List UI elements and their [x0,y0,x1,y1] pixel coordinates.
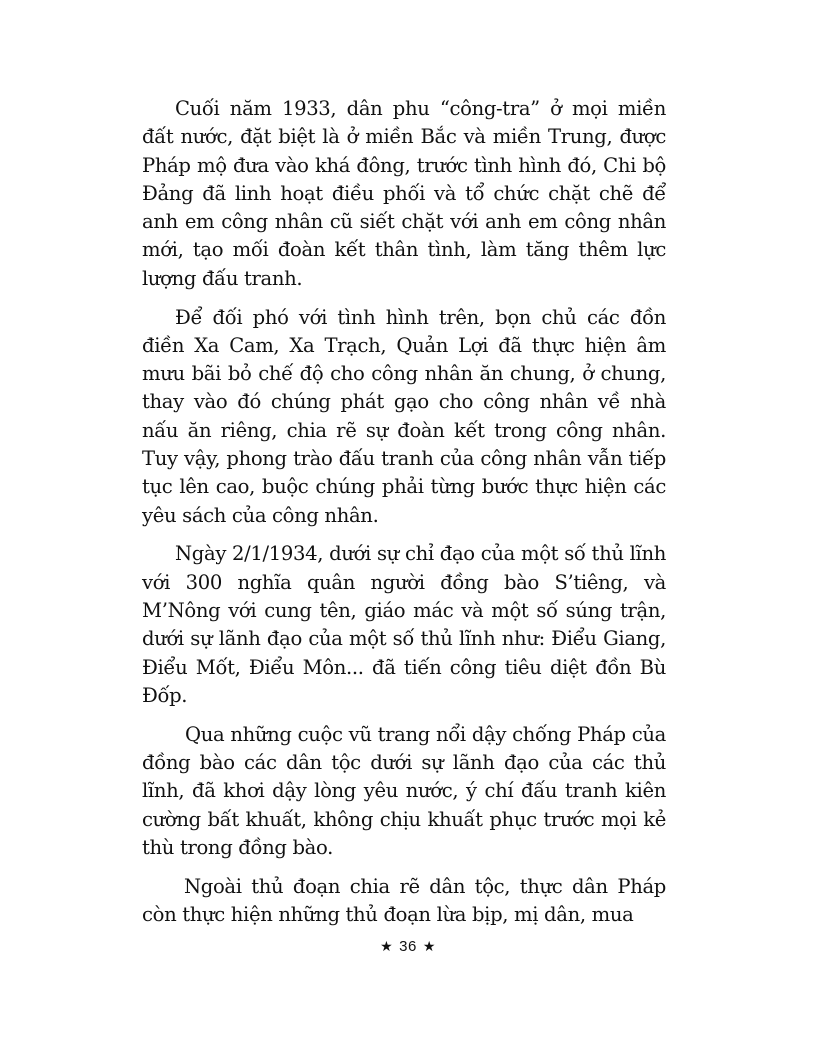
page-footer [0,938,816,955]
paragraph-4: Qua những cuộc vũ trang nổi dậy chống Pháp của đồng bào các dân tộc dưới sự lãnh đạo của các thủ lĩnh, đã khơi dậy lòng yêu nước, ý chí đấu tranh kiên cường bất khuất, không chịu khuất phục trước mọi kẻ thù trong đồng bào. [142,722,666,859]
star-ornament-left-icon: ★ [380,938,394,954]
paragraph-5: Ngoài thủ đoạn chia rẽ dân tộc, thực dân Pháp còn thực hiện những thủ đoạn lừa bịp, mị dân, mua [142,874,666,927]
page-number: 36 [399,938,417,955]
paragraph-1: Cuối năm 1933, dân phu “công-tra” ở mọi miền đất nước, đặt biệt là ở miền Bắc và miền Trung, được Pháp mộ đưa vào khá đông, trước tình hình đó, Chi bộ Đảng đã linh hoạt điều phối và tổ chức chặt chẽ để anh em công nhân cũ siết chặt với anh em công nhân mới, tạo mối đoàn kết thân tình, làm tăng thêm lực lượng đấu tranh. [142,97,666,290]
star-ornament-right-icon: ★ [422,938,436,954]
paragraph-3: Ngày 2/1/1934, dưới sự chỉ đạo của một số thủ lĩnh với 300 nghĩa quân người đồng bào S’tiêng, và M’Nông với cung tên, giáo mác và một số súng trận, dưới sự lãnh đạo của một số thủ lĩnh như: Điểu Giang, Điểu Mốt, Điểu Môn... đã tiến công tiêu diệt đồn Bù Đốp. [142,542,666,707]
page-body [142,95,666,940]
paragraph-2: Để đối phó với tình hình trên, bọn chủ các đồn điền Xa Cam, Xa Trạch, Quản Lợi đã thực hiện âm mưu bãi bỏ chế độ cho công nhân ăn chung, ở chung, thay vào đó chúng phát gạo cho công nhân về nhà nấu ăn riêng, chia rẽ sự đoàn kết trong công nhân. Tuy vậy, phong trào đấu tranh của công nhân vẫn tiếp tục lên cao, buộc chúng phải từng bước thực hiện các yêu sách của công nhân. [142,305,666,527]
